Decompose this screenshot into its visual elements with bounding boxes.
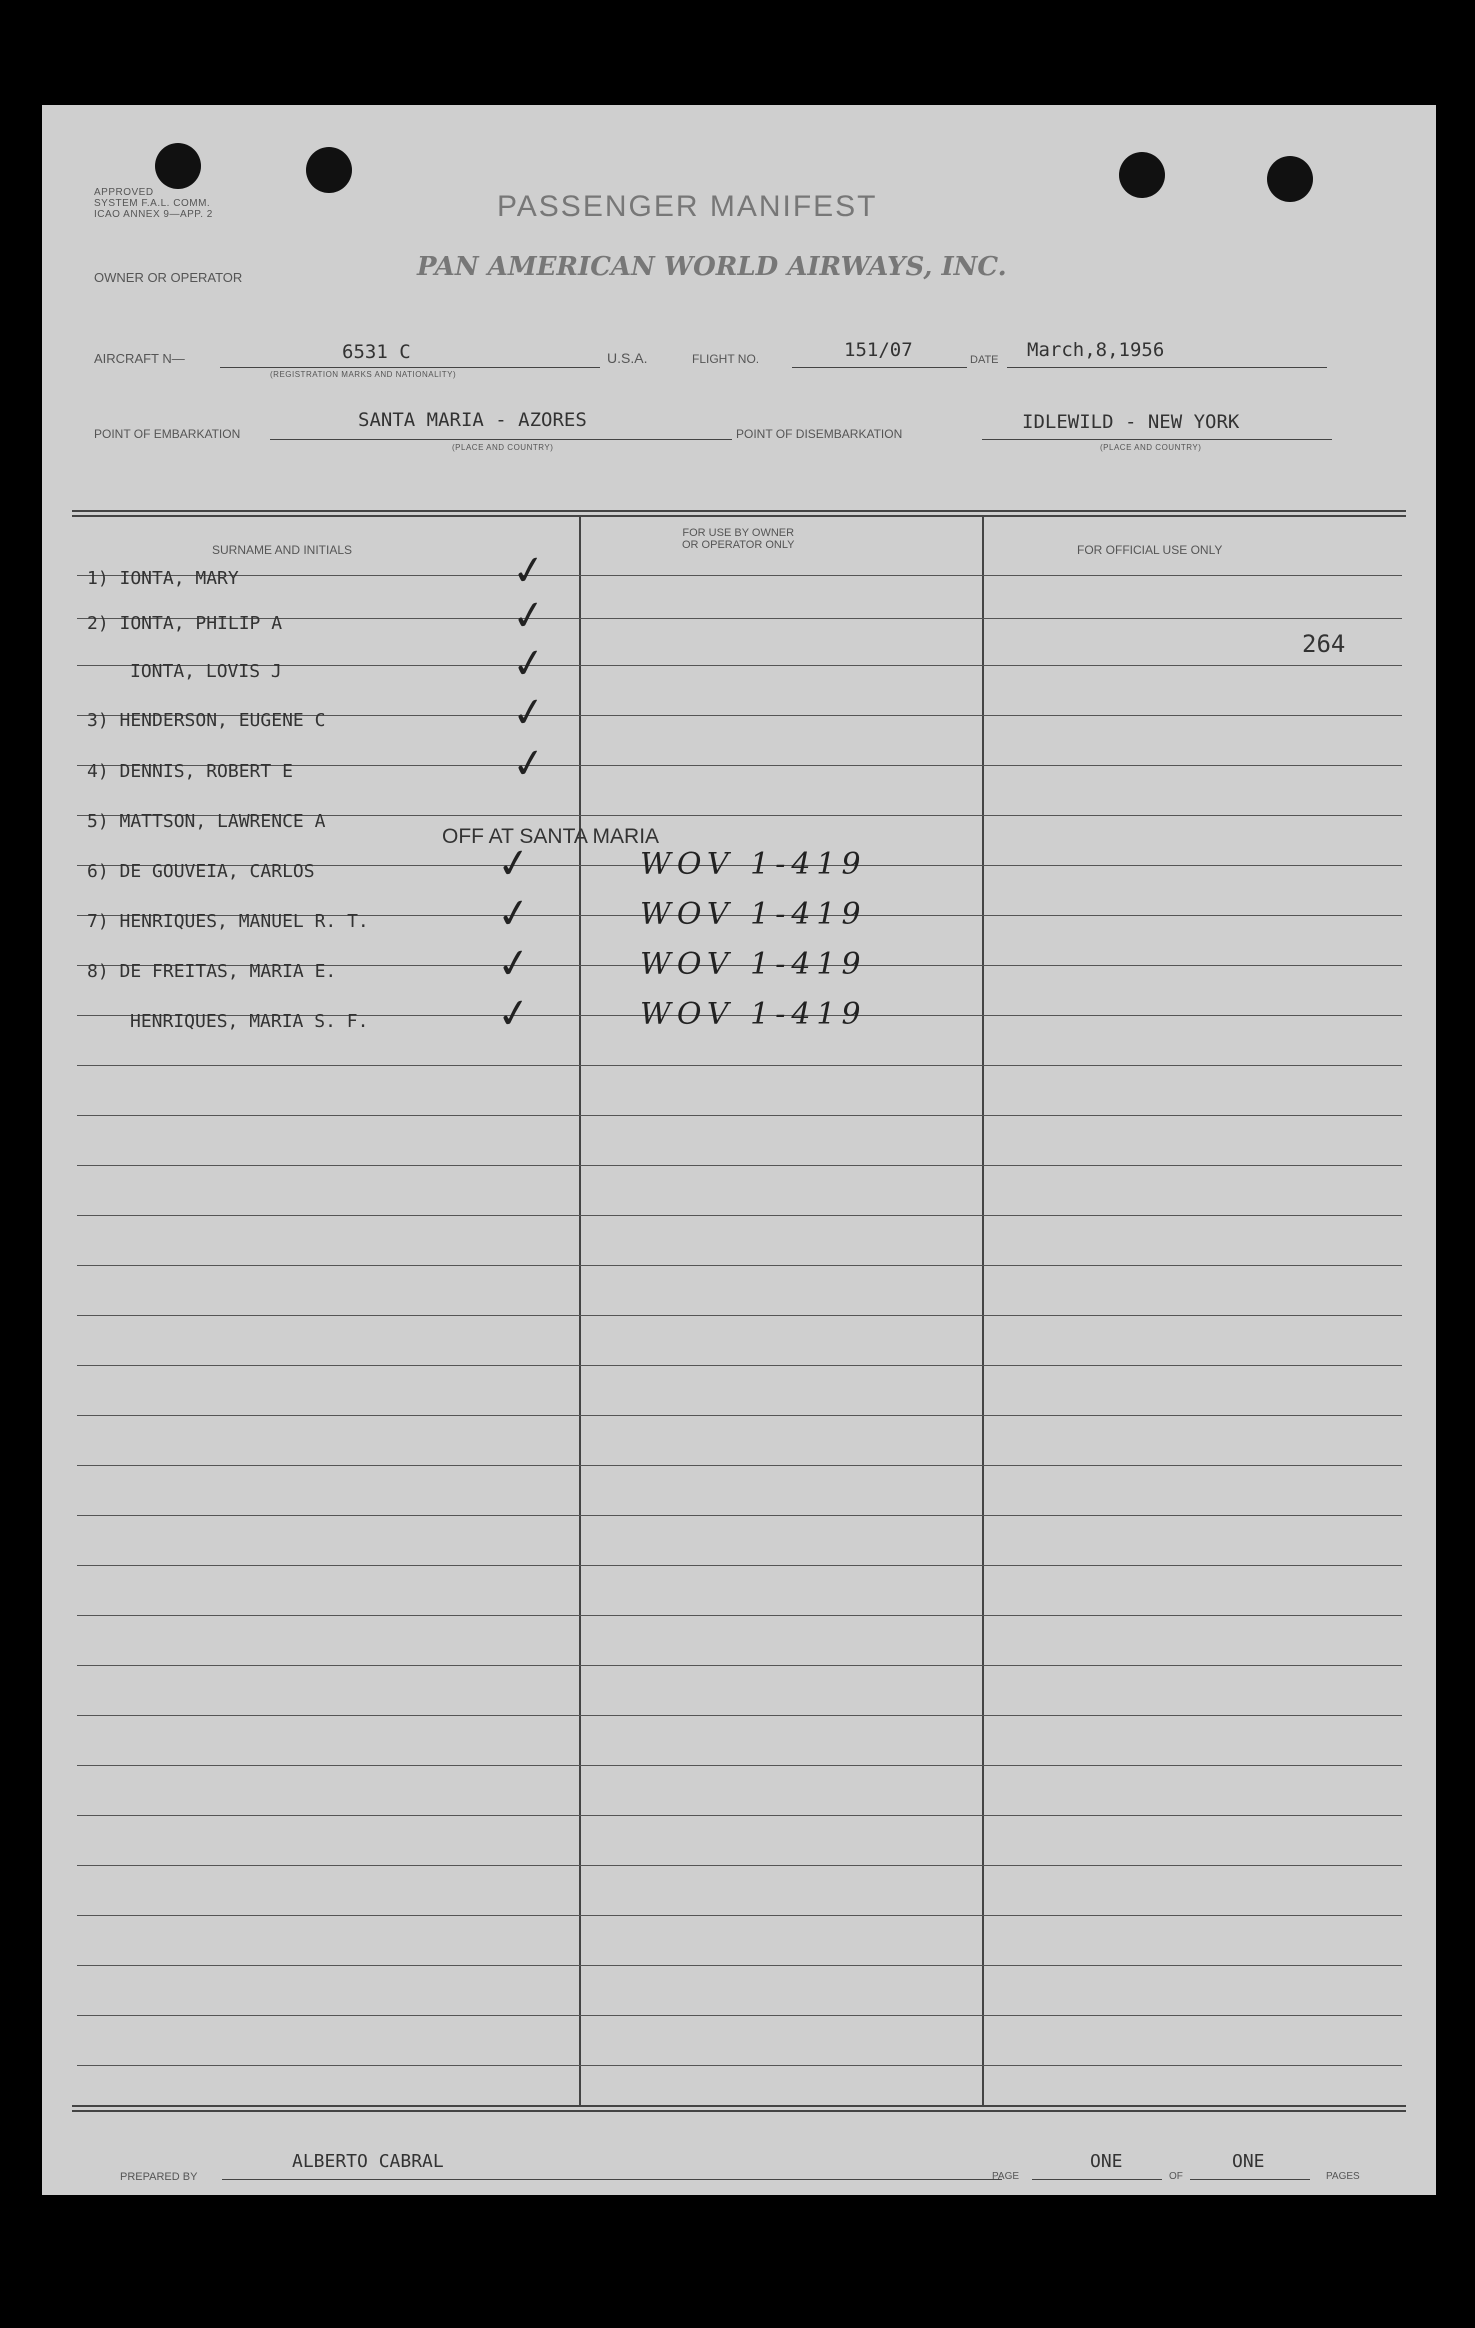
operator-note: WOV 1-419 [640,947,867,982]
disembark-label: POINT OF DISEMBARKATION [736,427,903,441]
embark-value: SANTA MARIA - AZORES [358,409,587,431]
owner-value: PAN AMERICAN WORLD AIRWAYS, INC. [417,252,1007,282]
passenger-name: 3) HENDERSON, EUGENE C [87,710,326,731]
ruled-line [77,1265,1402,1266]
flight-label: FLIGHT NO. [692,352,760,366]
check-mark: ✓ [508,545,549,597]
disembark-sub: (PLACE AND COUNTRY) [1100,443,1202,452]
ruled-line [77,1565,1402,1566]
prepared-label: PREPARED BY [120,2171,198,2183]
of-value: ONE [1232,2151,1265,2172]
disembark-value: IDLEWILD - NEW YORK [1022,411,1240,433]
ruled-line [77,1065,1402,1066]
passenger-name: 6) DE GOUVEIA, CARLOS [87,861,315,882]
check-mark: ✓ [508,638,549,690]
page-label: PAGE [992,2171,1020,2182]
date-value: March,8,1956 [1027,339,1165,361]
punch-hole [1267,156,1313,202]
check-mark: ✓ [508,738,549,790]
aircraft-value: 6531 C [342,341,411,363]
owner-label: OWNER OR OPERATOR [94,270,243,285]
check-mark: ✓ [493,838,534,890]
ruled-line [77,2065,1402,2066]
col-owner-use: FOR USE BY OWNER OR OPERATOR ONLY [682,527,795,551]
nationality: U.S.A. [607,350,648,366]
ruled-line [77,1765,1402,1766]
check-mark: ✓ [508,687,549,739]
flight-value: 151/07 [844,339,913,361]
ruled-line [77,1815,1402,1816]
pages-label: PAGES [1326,2171,1360,2182]
operator-note: WOV 1-419 [640,897,867,932]
passenger-name: HENRIQUES, MARIA S. F. [130,1011,369,1032]
ruled-line [77,1365,1402,1366]
ruled-line [77,1865,1402,1866]
passenger-name: IONTA, LOVIS J [130,661,282,682]
passenger-name: 8) DE FREITAS, MARIA E. [87,961,337,982]
col-official: FOR OFFICIAL USE ONLY [1077,543,1223,557]
date-label: DATE [970,354,999,366]
check-mark: ✓ [493,888,534,940]
manifest-sheet [42,105,1436,2195]
operator-note: WOV 1-419 [640,997,867,1032]
passenger-name: 4) DENNIS, ROBERT E [87,761,293,782]
page-value: ONE [1090,2151,1123,2172]
prepared-value: ALBERTO CABRAL [292,2151,444,2172]
check-mark: ✓ [508,590,549,642]
check-mark: ✓ [493,988,534,1040]
aircraft-sub: (REGISTRATION MARKS AND NATIONALITY) [270,370,457,379]
passenger-name: 1) IONTA, MARY [87,568,239,589]
ruled-line [77,1915,1402,1916]
ruled-line [77,1115,1402,1116]
ruled-line [77,575,1402,576]
ruled-line [77,1965,1402,1966]
passenger-name: 7) HENRIQUES, MANUEL R. T. [87,911,369,932]
approval-note: APPROVED SYSTEM F.A.L. COMM. ICAO ANNEX 9—APP. 2 [94,187,213,220]
ruled-line [77,1715,1402,1716]
punch-hole [1119,152,1165,198]
ruled-line [77,1215,1402,1216]
ruled-line [77,1515,1402,1516]
official-number: 264 [1302,630,1346,658]
check-mark: ✓ [493,938,534,990]
embark-label: POINT OF EMBARKATION [94,427,241,441]
col-surname: SURNAME AND INITIALS [212,543,353,557]
page-title: PASSENGER MANIFEST [497,190,878,223]
ruled-line [77,1665,1402,1666]
aircraft-label: AIRCRAFT N— [94,351,185,366]
punch-hole [155,143,201,189]
operator-note: WOV 1-419 [640,847,867,882]
ruled-line [77,1165,1402,1166]
of-label: OF [1169,2171,1183,2182]
ruled-line [77,2015,1402,2016]
off-note: OFF AT SANTA MARIA [442,825,660,848]
ruled-line [77,1615,1402,1616]
ruled-line [77,1465,1402,1466]
punch-hole [306,147,352,193]
ruled-line [77,1315,1402,1316]
embark-sub: (PLACE AND COUNTRY) [452,443,554,452]
passenger-name: 5) MATTSON, LAWRENCE A [87,811,326,832]
ruled-line [77,1415,1402,1416]
passenger-name: 2) IONTA, PHILIP A [87,613,283,634]
